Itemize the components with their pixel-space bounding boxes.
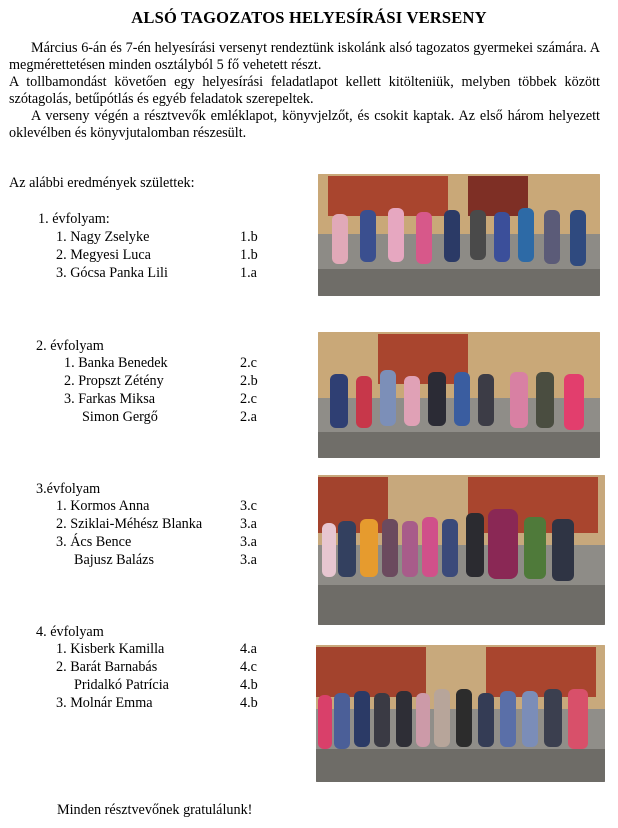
result-row bbox=[64, 391, 324, 409]
photo-illustration bbox=[318, 475, 605, 625]
grade-2-group-photo bbox=[318, 332, 600, 458]
result-class: 1.b bbox=[240, 229, 258, 245]
results-label: Az alábbi eredmények születtek: bbox=[9, 175, 195, 191]
grade-3-heading: 3.évfolyam bbox=[36, 481, 101, 497]
result-name: Simon Gergő bbox=[82, 409, 158, 425]
result-class: 2.c bbox=[240, 355, 257, 371]
result-class: 2.c bbox=[240, 391, 257, 407]
page-title: ALSÓ TAGOZATOS HELYESÍRÁSI VERSENY bbox=[131, 8, 487, 27]
intro-text bbox=[9, 40, 600, 142]
result-row bbox=[74, 552, 334, 570]
result-row bbox=[56, 516, 316, 534]
result-class: 3.a bbox=[240, 516, 257, 532]
result-row bbox=[64, 373, 324, 391]
result-class: 4.c bbox=[240, 659, 257, 675]
result-name: 1. Kisberk Kamilla bbox=[56, 641, 165, 657]
result-row bbox=[56, 641, 316, 659]
result-row bbox=[82, 409, 342, 427]
result-class: 4.a bbox=[240, 641, 257, 657]
intro-paragraph-2: A tollbamondást követően egy helyesírási feladatlapot kellett kitölteniük, melyben többek között szótagolás, betűpótlás és egyéb feladatok szerepeltek. bbox=[9, 74, 600, 107]
result-row bbox=[56, 695, 316, 713]
result-class: 3.a bbox=[240, 552, 257, 568]
result-class: 2.a bbox=[240, 409, 257, 425]
result-row bbox=[74, 677, 334, 695]
result-row bbox=[56, 659, 316, 677]
result-name: Pridalkó Patrícia bbox=[74, 677, 169, 693]
result-row bbox=[56, 534, 316, 552]
photo-illustration bbox=[316, 645, 605, 782]
result-row bbox=[56, 229, 316, 247]
result-name: 2. Megyesi Luca bbox=[56, 247, 151, 263]
result-row bbox=[64, 355, 324, 373]
result-name: 3. Molnár Emma bbox=[56, 695, 153, 711]
result-class: 2.b bbox=[240, 373, 258, 389]
result-row bbox=[56, 265, 316, 283]
grade-2-heading: 2. évfolyam bbox=[36, 338, 104, 354]
result-name: 3. Farkas Miksa bbox=[64, 391, 156, 407]
grade-4-group-photo bbox=[316, 645, 605, 782]
result-name: 2. Sziklai-Méhész Blanka bbox=[56, 516, 203, 532]
result-name: 3. Gócsa Panka Lili bbox=[56, 265, 168, 281]
grade-4-heading: 4. évfolyam bbox=[36, 624, 104, 640]
result-name: 3. Ács Bence bbox=[56, 534, 132, 550]
result-name: 1. Kormos Anna bbox=[56, 498, 150, 514]
result-class: 3.c bbox=[240, 498, 257, 514]
intro-paragraph-3: A verseny végén a résztvevők emléklapot, könyvjelzőt, és csokit kaptak. Az első három helyezett oklevélben és könyvjutalomban részesült. bbox=[9, 108, 600, 141]
photo-illustration bbox=[318, 332, 600, 458]
result-name: Bajusz Balázs bbox=[74, 552, 154, 568]
result-name: 1. Banka Benedek bbox=[64, 355, 168, 371]
grade-1-group-photo bbox=[318, 174, 600, 296]
result-class: 1.b bbox=[240, 247, 258, 263]
intro-paragraph-1: Március 6-án és 7-én helyesírási versenyt rendeztünk iskolánk alsó tagozatos gyermekei számára. A megmérettetésen minden osztályból 5 fő vehetett részt. bbox=[9, 40, 600, 73]
result-name: 1. Nagy Zselyke bbox=[56, 229, 150, 245]
result-name: 2. Propszt Zétény bbox=[64, 373, 164, 389]
result-class: 3.a bbox=[240, 534, 257, 550]
grade-3-group-photo bbox=[318, 475, 605, 625]
result-class: 4.b bbox=[240, 695, 258, 711]
footer-congratulations: Minden résztvevőnek gratulálunk! bbox=[57, 802, 253, 818]
grade-1-heading: 1. évfolyam: bbox=[38, 211, 110, 227]
result-name: 2. Barát Barnabás bbox=[56, 659, 158, 675]
result-class: 1.a bbox=[240, 265, 257, 281]
result-class: 4.b bbox=[240, 677, 258, 693]
photo-illustration bbox=[318, 174, 600, 296]
result-row bbox=[56, 498, 316, 516]
result-row bbox=[56, 247, 316, 265]
